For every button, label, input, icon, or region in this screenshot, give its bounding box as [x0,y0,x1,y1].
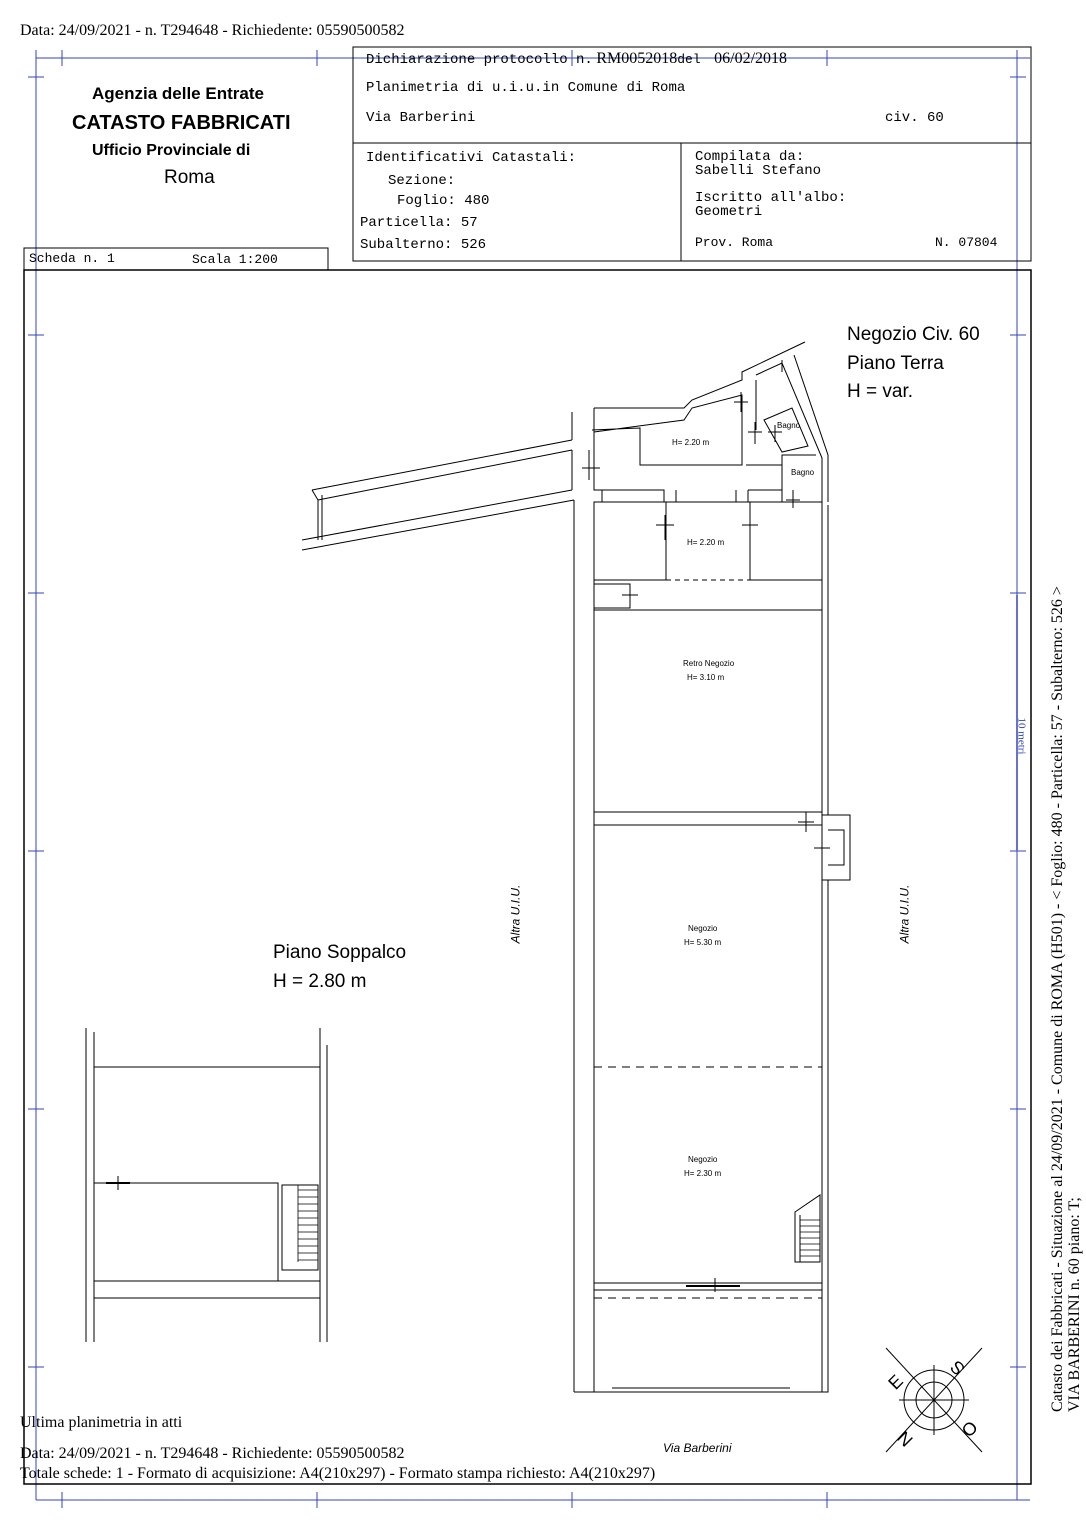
protocol-label: Dichiarazione protocollo n. [366,52,593,68]
footer-ultima: Ultima planimetria in atti [20,1414,183,1431]
room-retro-label: Retro Negozio [683,659,735,668]
compiler-label: Compilata da: [695,149,805,165]
agency-office: Ufficio Provinciale di [92,142,251,159]
compiler-province: Prov. Roma [695,235,774,250]
room-negozio-lower-label: Negozio [688,1155,718,1164]
side-text-line1: Catasto dei Fabbricati - Situazione al 24/09/2021 - Comune di ROMA (H501) - < Foglio: 480 - Particella: 57 - Subalterno: 526 > [1049,586,1066,1412]
street-name: Via Barberini [366,110,476,126]
ground-floor-level: Piano Terra [847,353,944,374]
albo-label: Iscritto all'albo: [695,190,847,206]
header-data-line: Data: 24/09/2021 - n. T294648 - Richiedente: 05590500582 [20,22,405,39]
ground-floor-height: H = var. [847,381,913,402]
title-block [24,47,1031,1484]
compiler-name: Sabelli Stefano [695,163,822,179]
compass-north: N [893,1427,917,1451]
room-retro-height: H= 3.10 m [687,673,725,682]
identifiers-subalterno: Subalterno: 526 [360,237,487,253]
ground-floor-title: Negozio Civ. 60 [847,324,980,345]
scale-bar-label: 10 metri [1015,717,1028,755]
sheet-frame-guides [28,50,1030,1508]
scheda-number: Scheda n. 1 [29,251,115,266]
building-walls [302,342,850,1392]
compass-south: S [946,1356,969,1380]
street-label: Via Barberini [663,1441,732,1455]
protocol-date: 06/02/2018 [714,50,788,67]
identifiers-sezione: Sezione: [388,173,456,189]
neighbor-unit-left: Altra U.I.U. [508,884,523,944]
identifiers-particella: Particella: 57 [360,215,478,231]
room-height-storage: H= 2.20 m [687,538,725,547]
compass-east: E [884,1370,907,1394]
side-text-line2: VIA BARBERINI n. 60 piano: T; [1066,1197,1083,1412]
protocol-line [366,50,787,68]
protocol-number: RM0052018 [596,50,678,67]
civic-number: civ. 60 [885,110,944,126]
protocol-del: del [677,52,701,67]
agency-name: Agenzia delle Entrate [92,84,264,103]
room-negozio-lower-height: H= 2.30 m [684,1169,722,1178]
identifiers-title: Identificativi Catastali: [366,150,577,166]
footer-totale: Totale schede: 1 - Formato di acquisizione: A4(210x297) - Formato stampa richiesto: A4(210x297) [20,1465,656,1482]
footer-data: Data: 24/09/2021 - n. T294648 - Richiedente: 05590500582 [20,1445,405,1462]
compass-west: O [957,1416,982,1441]
neighbor-unit-right: Altra U.I.U. [897,884,912,944]
room-bagno-lower: Bagno [791,468,815,477]
room-bagno-upper: Bagno [777,421,801,430]
mezzanine-height: H = 2.80 m [273,971,367,992]
albo-value: Geometri [695,204,763,220]
room-height-service: H= 2.20 m [672,438,710,447]
planimetria-line: Planimetria di u.i.u.in Comune di Roma [366,80,686,96]
room-negozio-upper-height: H= 5.30 m [684,938,722,947]
identifiers-foglio: Foglio: 480 [397,193,490,209]
agency-catasto: CATASTO FABBRICATI [72,112,291,134]
mezzanine-plan [86,1028,327,1342]
scheda-scale: Scala 1:200 [192,252,278,267]
mezzanine-title: Piano Soppalco [273,942,407,963]
agency-city: Roma [164,167,215,188]
compiler-number: N. 07804 [935,235,998,250]
room-negozio-upper-label: Negozio [688,924,718,933]
